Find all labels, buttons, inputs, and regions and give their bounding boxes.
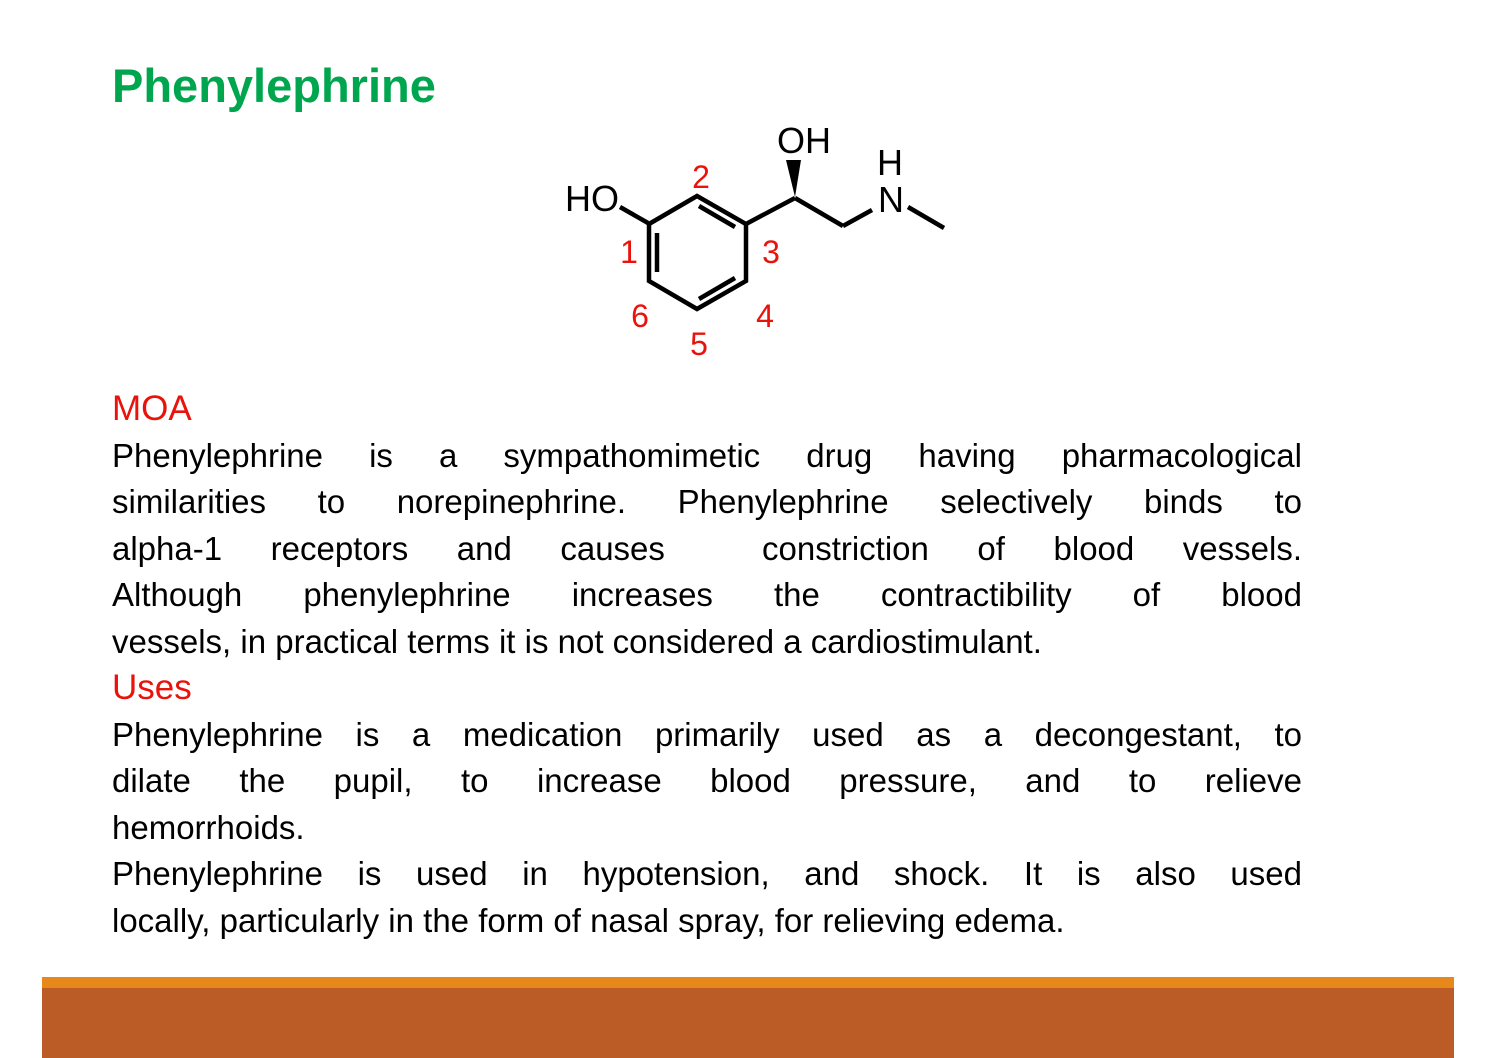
wedge-bond-to-oh [786,160,801,197]
phenol-ho-label: HO [565,178,619,219]
uses-line: Phenylephrine is used in hypotension, and shock. It is also used [112,855,1302,892]
bond-nitrogen-to-methyl [908,207,944,228]
amine-h-label: H [877,142,903,183]
ring-number-2: 2 [692,159,710,195]
ring-number-1: 1 [620,234,638,270]
moa-line: Phenylephrine is a sympathomimetic drug having pharmacological [112,436,1302,474]
uses-line: locally, particularly in the form of nasal spray, for relieving edema. [112,901,1065,939]
bond-carbinol-to-ch2 [795,198,843,226]
benzene-ring [649,196,746,309]
moa-line: alpha-1 receptors and causes constriction of blood vessels. [112,529,1302,567]
moa-line: vessels, in practical terms it is not considered a cardiostimulant. [112,622,1042,660]
moa-heading: MOA [112,389,192,428]
carbinol-oh-label: OH [777,120,831,161]
amine-n-label: N [878,179,904,220]
moa-line: similarities to norepinephrine. Phenylephrine selectively binds to [112,483,1302,520]
ring-number-4: 4 [756,298,774,334]
bottom-bar-accent-strip [42,977,1454,988]
bond-ring-to-phenol-oxygen [620,207,648,223]
moa-line: Although phenylephrine increases the contractibility of blood [112,576,1302,613]
uses-line: dilate the pupil, to increase blood pressure, and to relieve [112,762,1302,799]
bottom-bar [42,988,1454,1058]
bond-ring-to-side-chain [746,198,795,224]
uses-line: hemorrhoids. [112,808,305,846]
page-title: Phenylephrine [112,59,436,112]
molecule-structure-diagram [540,110,970,370]
bond-ch2-to-nitrogen [843,210,872,226]
ring-number-3: 3 [762,234,780,270]
ring-number-5: 5 [690,326,708,362]
uses-line: Phenylephrine is a medication primarily used as a decongestant, to [112,715,1302,753]
uses-heading: Uses [112,668,192,707]
body-text [112,386,1302,944]
ring-number-6: 6 [631,298,649,334]
